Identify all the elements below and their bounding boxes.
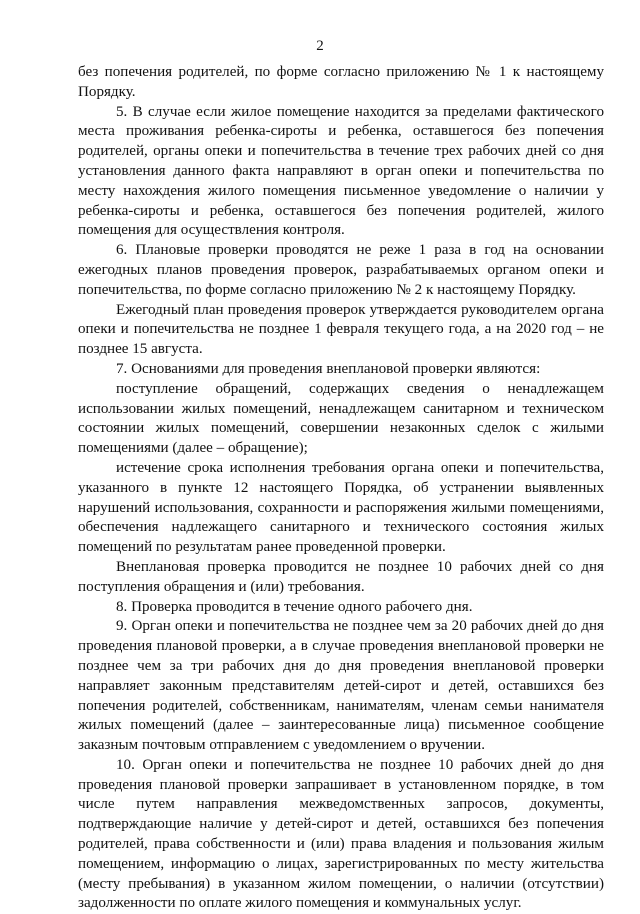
paragraph-ground-appeals: поступление обращений, содержащих сведения о ненадлежащем использовании жилых помещений, ненадлежащем санитарном и техническом состоянии жилых помещений, совершении незаконных сделок с жилыми помещениями (далее – обращение); [78, 380, 604, 457]
paragraph-item-10: 10. Орган опеки и попечительства не позднее 10 рабочих дней до дня проведения плановой проверки запрашивает в установленном порядке, в том числе путем направления межведомственных запросов, документы, подтверждающие наличие у детей-сирот и детей, оставшихся без попечения родителей, права собственности и (или) права владения и пользования жилым помещением, информацию о лицах, зарегистрированных по месту жительства (месту пребывания) в указанном жилом помещении, о наличии (отсутствии) задолженности по оплате жилого помещения и коммунальных услуг. [78, 756, 604, 912]
paragraph-item-8: 8. Проверка проводится в течение одного рабочего дня. [116, 598, 473, 615]
document-body [78, 63, 604, 914]
paragraph-ground-deadline: истечение срока исполнения требования органа опеки и попечительства, указанного в пункте 12 настоящего Порядка, об устранении выявленных нарушений использования, сохранности и распоряжения жилыми помещениями, обеспечения надлежащего санитарного и технического состояния жилых помещений по результатам ранее проведенной проверки. [78, 459, 604, 556]
paragraph-continuation: без попечения родителей, по форме согласно приложению № 1 к настоящему Порядку. [78, 64, 604, 100]
paragraph-item-9: 9. Орган опеки и попечительства не позднее чем за 20 рабочих дней до дня проведения плановой проверки, а в случае проведения внеплановой проверки не позднее чем за три рабочих дня до дня проведения внеплановой проверки направляет законным представителям детей-сирот и детей, оставшихся без попечения родителей, собственникам, нанимателям, членам семьи нанимателя жилых помещений (далее – заинтересованные лица) письменное сообщение заказным почтовым отправлением с уведомлением о вручении. [78, 618, 604, 754]
paragraph-item-5: 5. В случае если жилое помещение находится за пределами фактического места проживания ребенка-сироты и ребенка, оставшегося без попечения родителей, органы опеки и попечительства в течение трех рабочих дней со дня установления данного факта направляют в орган опеки и попечительства по месту нахождения жилого помещения письменное уведомление о наличии у ребенка-сироты и ребенка, оставшегося без попечения родителей, жилого помещения для осуществления контроля. [78, 103, 604, 239]
paragraph-item-7: 7. Основаниями для проведения внеплановой проверки являются: [116, 360, 541, 377]
page-number: 2 [316, 38, 324, 54]
paragraph-annual-plan: Ежегодный план проведения проверок утверждается руководителем органа опеки и попечительства не позднее 1 февраля текущего года, а на 2020 год – не позднее 15 августа. [78, 301, 604, 358]
paragraph-unscheduled-check: Внеплановая проверка проводится не позднее 10 рабочих дней со дня поступления обращения и (или) требования. [78, 558, 604, 595]
paragraph-item-6: 6. Плановые проверки проводятся не реже 1 раза в год на основании ежегодных планов проведения проверок, разрабатываемых органом опеки и попечительства, по форме согласно приложению № 2 к настоящему Порядку. [78, 242, 604, 298]
